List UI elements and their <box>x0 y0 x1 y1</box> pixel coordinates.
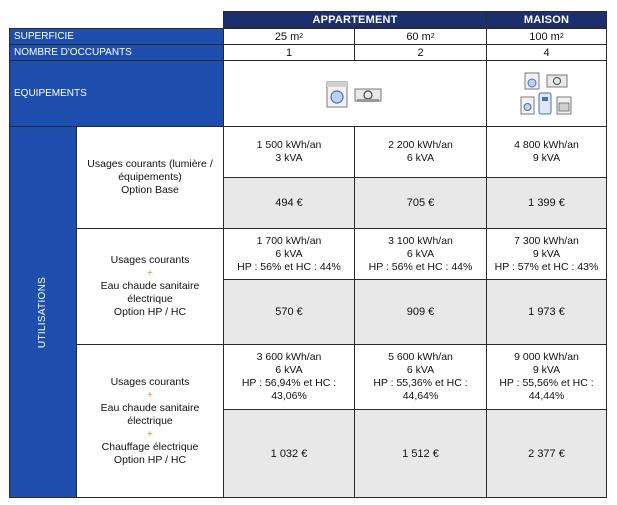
header-maison: MAISON <box>486 11 607 28</box>
washing-machine-icon <box>327 82 347 107</box>
cost-g1-appartement-2: 705 € <box>354 177 487 229</box>
oven-icon <box>557 97 571 114</box>
label-occupants: NOMBRE D'OCCUPANTS <box>9 44 224 61</box>
superficie-appartement-1: 25 m 2 <box>223 28 355 45</box>
consumption-g1-maison: 4 800 kWh/an 9 kVA <box>486 126 607 178</box>
maison-icons <box>519 71 575 117</box>
superficie-maison: 100 m 2 <box>486 28 607 45</box>
cost-g2-appartement-1: 570 € <box>223 279 355 345</box>
cost-g2-maison: 1 973 € <box>486 279 607 345</box>
cost-g1-appartement-1: 494 € <box>223 177 355 229</box>
label-equipements: EQUIPEMENTS <box>9 60 224 127</box>
occupants-maison: 4 <box>486 44 607 61</box>
consumption-g2-appartement-1: 1 700 kWh/an 6 kVA HP : 56% et HC : 44% <box>223 228 355 280</box>
label-utilisations: UTILISATIONS <box>9 126 77 498</box>
consumption-g1-appartement-1: 1 500 kWh/an 3 kVA <box>223 126 355 178</box>
consumption-g3-appartement-2: 5 600 kWh/an 6 kVA HP : 55,36% et HC : 44,64% <box>354 344 487 410</box>
equipements-maison <box>486 60 607 127</box>
superficie-appartement-2: 60 m 2 <box>354 28 487 45</box>
consumption-g2-maison: 7 300 kWh/an 9 kVA HP : 57% et HC : 43% <box>486 228 607 280</box>
usage-label-group-1: Usages courants (lumière / équipements) Option Base <box>76 126 224 229</box>
usage-label-group-3: Usages courants + Eau chaude sanitaire électrique + Chauffage électrique Option HP / HC <box>76 344 224 498</box>
cost-g3-appartement-1: 1 032 € <box>223 409 355 498</box>
cooktop-icon <box>355 89 381 102</box>
cost-g3-appartement-2: 1 512 € <box>354 409 487 498</box>
occupants-appartement-1: 1 <box>223 44 355 61</box>
label-superficie: SUPERFICIE <box>9 28 224 45</box>
usage-label-group-2: Usages courants + Eau chaude sanitaire électrique Option HP / HC <box>76 228 224 345</box>
washing-machine-icon <box>525 73 539 89</box>
consumption-g3-appartement-1: 3 600 kWh/an 6 kVA HP : 56,94% et HC : 43,06% <box>223 344 355 410</box>
water-heater-icon <box>539 93 551 114</box>
cooktop-icon <box>547 75 567 87</box>
cost-g3-maison: 2 377 € <box>486 409 607 498</box>
occupants-appartement-2: 2 <box>354 44 487 61</box>
consumption-g3-maison: 9 000 kWh/an 9 kVA HP : 55,56% et HC : 44,44% <box>486 344 607 410</box>
consumption-g2-appartement-2: 3 100 kWh/an 6 kVA HP : 56% et HC : 44% <box>354 228 487 280</box>
appartement-icons <box>325 79 385 109</box>
equipements-appartement <box>223 60 487 127</box>
cost-g1-maison: 1 399 € <box>486 177 607 229</box>
cost-g2-appartement-2: 909 € <box>354 279 487 345</box>
dishwasher-icon <box>521 97 534 114</box>
header-appartement: APPARTEMENT <box>223 11 487 28</box>
consumption-g1-appartement-2: 2 200 kWh/an 6 kVA <box>354 126 487 178</box>
